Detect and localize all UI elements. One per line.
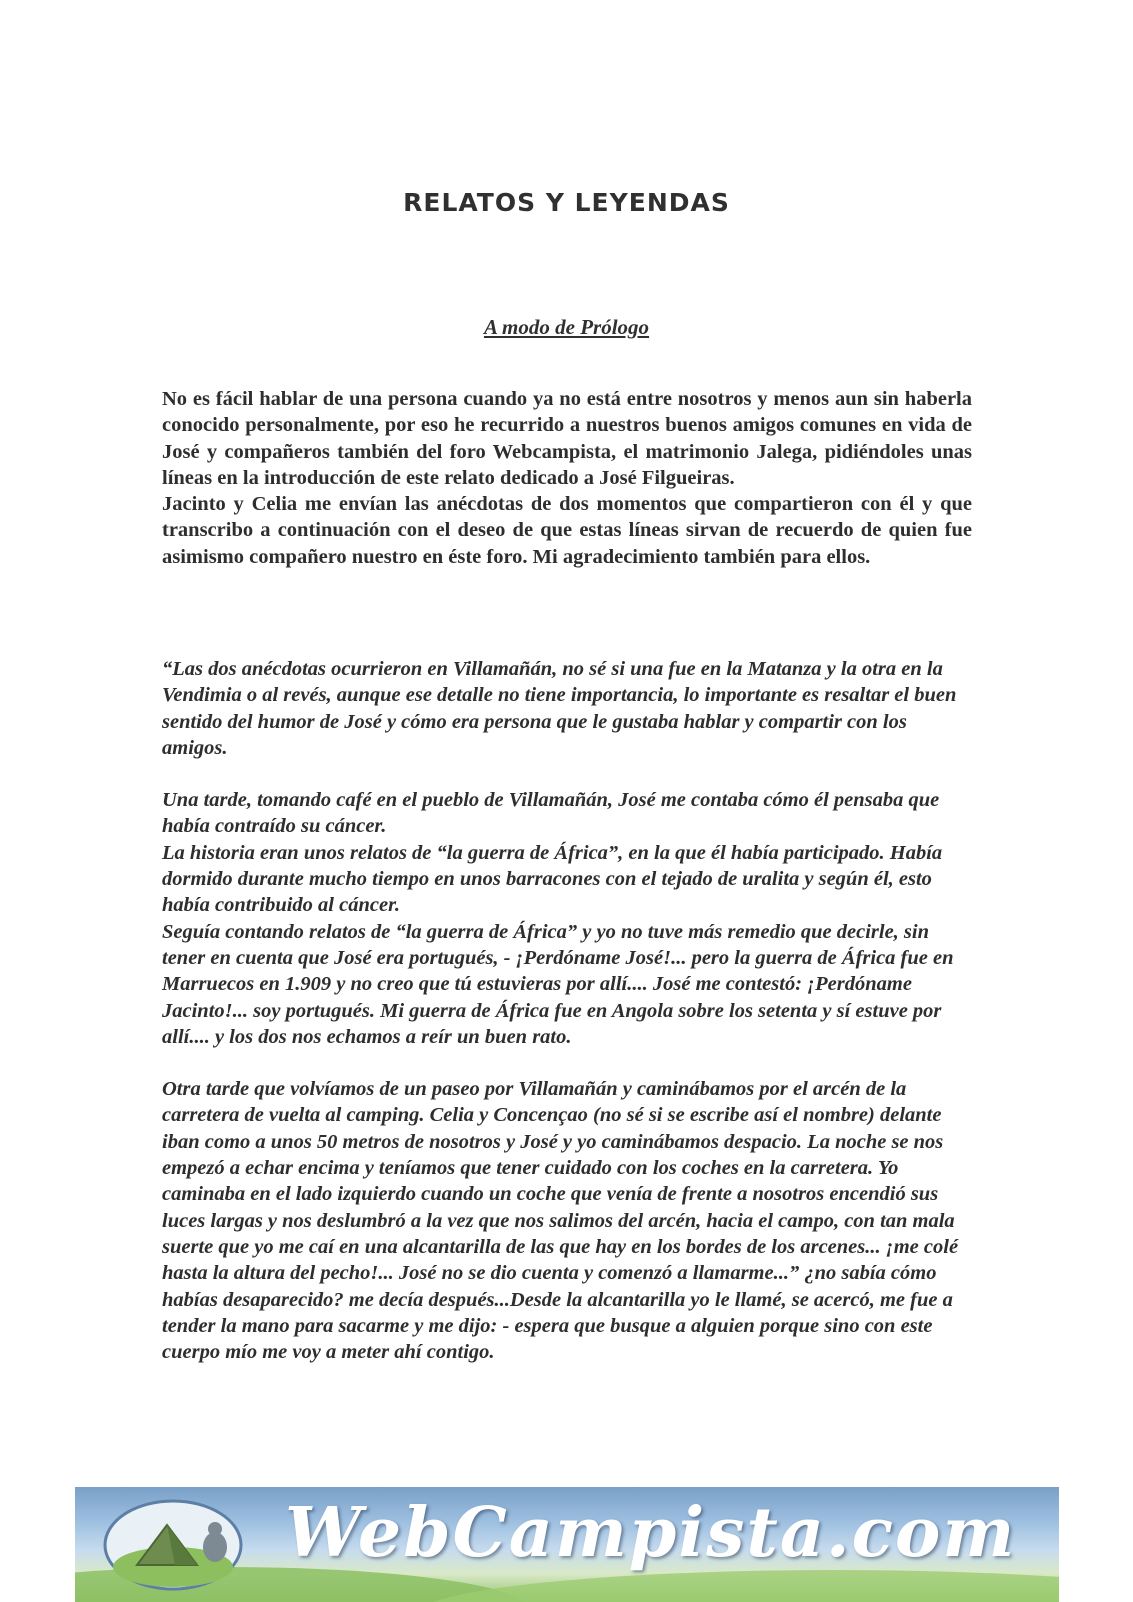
paragraph-gap	[162, 1050, 972, 1076]
intro-paragraph: No es fácil hablar de una persona cuando ya no está entre nosotros y menos aun sin haberla conocido personalmente, por eso he recurrido a nuestros buenos amigos comunes en vida de José y compañeros también del foro Webcampista, el matrimonio Jalega, pidiéndoles unas líneas en la introducción de este relato dedicado a José Filgueiras.	[162, 388, 972, 489]
page-title: RELATOS Y LEYENDAS	[403, 188, 730, 217]
banner-logo-text: WebCampista.com	[285, 1493, 1017, 1573]
story-paragraph: La historia eran unos relatos de “la guerra de África”, en la que él había participado. Había dormido durante mucho tiempo en unos barracones con el tejado de uralita y según él, esto había contribuido al cáncer.	[162, 841, 943, 917]
section-subtitle: A modo de Prólogo	[483, 315, 650, 339]
intro-paragraph: Jacinto y Celia me envían las anécdotas de dos momentos que compartieron con él y que transcribo a continuación con el deseo de que estas líneas sirvan de recuerdo de quien fue asimismo compañero nuestro en éste foro. Mi agradecimiento también para ellos.	[162, 493, 972, 568]
story-paragraph: Seguía contando relatos de “la guerra de África” y yo no tuve más remedio que decirle, sin tener en cuenta que José era portugués, - ¡Perdóname José!... pero la guerra de África fue en Marruecos en 1.909 y no creo que tú estuvieras por allí.... José me contestó: ¡Perdóname Jacinto!... soy portugués. Mi guerra de África fue en Angola sobre los setenta y sí estuve por allí.... y los dos nos echamos a reír un buen rato.	[162, 920, 954, 1048]
intro-block	[162, 386, 972, 570]
story-paragraph: “Las dos anécdotas ocurrieron en Villamañán, no sé si una fue en la Matanza y la otra en la Vendimia o al revés, aunque ese detalle no tiene importancia, lo importante es resaltar el buen sentido del humor de José y cómo era persona que le gustaba hablar y compartir con los amigos.	[162, 658, 957, 759]
paragraph-gap	[162, 761, 972, 787]
story-block	[162, 656, 972, 1365]
story-paragraph: Una tarde, tomando café en el pueblo de Villamañán, José me contaba cómo él pensaba que había contraído su cáncer.	[162, 789, 940, 838]
footer-banner	[75, 1487, 1059, 1602]
story-paragraph: Otra tarde que volvíamos de un paseo por Villamañán y caminábamos por el arcén de la carretera de vuelta al camping. Celia y Concençao (no sé si se escribe así el nombre) delante iban como a unos 50 metros de nosotros y José y yo caminábamos despacio. La noche se nos empezó a echar encima y teníamos que tener cuidado con los coches en la carretera. Yo caminaba en el lado izquierdo cuando un coche que venía de frente a nosotros encendió sus luces largas y nos deslumbró a la vez que nos salimos del arcén, hacia el campo, con tan mala suerte que yo me caí en una alcantarilla de las que hay en los bordes de los arcenes... ¡me colé hasta la altura del pecho!... José no se dio cuenta y comenzó a llamarme...” ¿no sabía cómo habías desaparecido? me decía después...Desde la alcantarilla yo le llamé, se acercó, me fue a tender la mano para sacarme y me dijo: - espera que busque a alguien porque sino con este cuerpo mío me voy a meter ahí contigo.	[162, 1078, 959, 1364]
